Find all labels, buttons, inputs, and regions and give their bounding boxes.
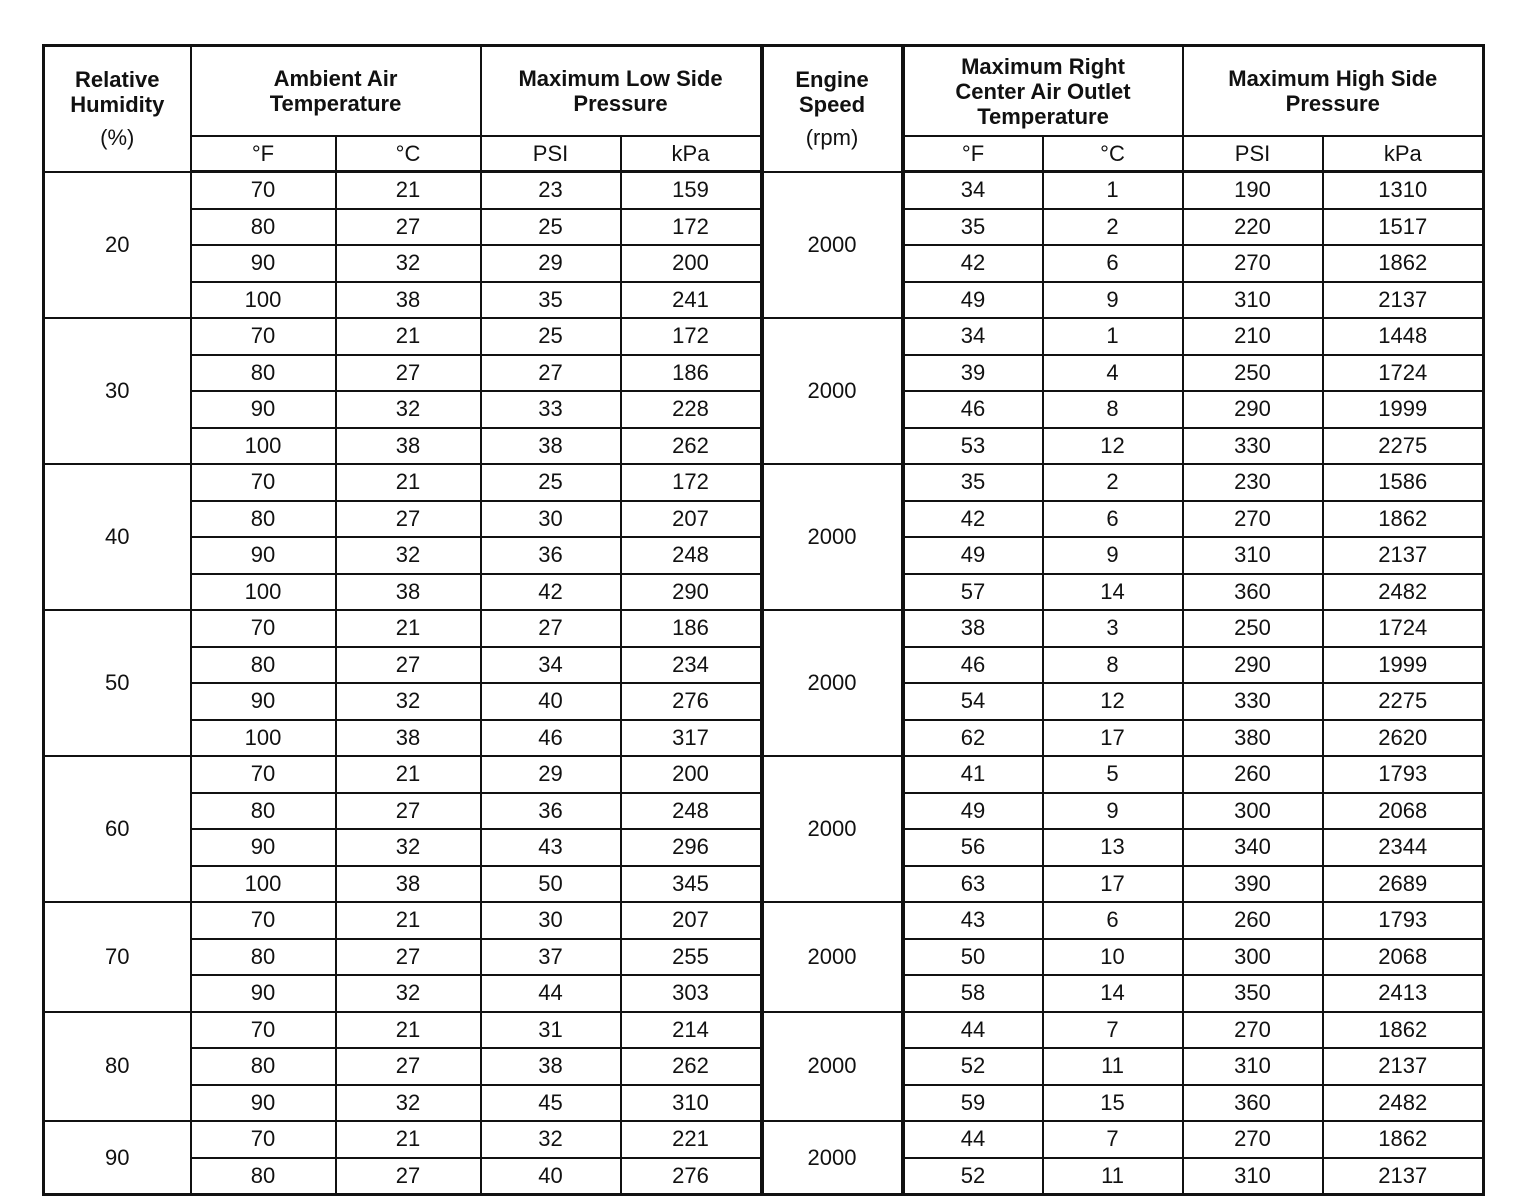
ambient-c-cell: 32 xyxy=(336,245,481,282)
ambient-f-cell: 80 xyxy=(191,209,336,246)
low-psi-cell: 37 xyxy=(481,939,621,976)
outlet-c-cell: 4 xyxy=(1043,355,1183,392)
ambient-c-cell: 32 xyxy=(336,391,481,428)
low-psi-cell: 32 xyxy=(481,1121,621,1158)
humidity-cell: 40 xyxy=(44,464,191,610)
outlet-f-cell: 35 xyxy=(903,209,1043,246)
outlet-c-cell: 3 xyxy=(1043,610,1183,647)
ambient-f-cell: 100 xyxy=(191,574,336,611)
ambient-f-cell: 70 xyxy=(191,464,336,501)
table-row xyxy=(44,756,1484,793)
high-kpa-cell: 2068 xyxy=(1323,793,1484,830)
ambient-c-cell: 38 xyxy=(336,574,481,611)
outlet-f-cell: 52 xyxy=(903,1158,1043,1195)
ambient-c-cell: 21 xyxy=(336,172,481,209)
humidity-cell: 60 xyxy=(44,756,191,902)
low-psi-cell: 30 xyxy=(481,902,621,939)
high-kpa-cell: 1862 xyxy=(1323,1121,1484,1158)
high-psi-cell: 300 xyxy=(1183,793,1323,830)
high-kpa-cell: 1448 xyxy=(1323,318,1484,355)
outlet-c-cell: 14 xyxy=(1043,975,1183,1012)
high-kpa-cell: 1862 xyxy=(1323,501,1484,538)
high-psi-cell: 310 xyxy=(1183,1158,1323,1195)
low-kpa-cell: 276 xyxy=(621,683,762,720)
engine-speed-cell: 2000 xyxy=(762,1121,903,1195)
low-kpa-cell: 159 xyxy=(621,172,762,209)
ambient-f-cell: 100 xyxy=(191,866,336,903)
outlet-c-cell: 7 xyxy=(1043,1121,1183,1158)
ambient-c-cell: 21 xyxy=(336,318,481,355)
high-kpa-cell: 2344 xyxy=(1323,829,1484,866)
outlet-f-cell: 42 xyxy=(903,245,1043,282)
high-kpa-cell: 2137 xyxy=(1323,537,1484,574)
low-psi-cell: 46 xyxy=(481,720,621,757)
ambient-c-cell: 21 xyxy=(336,1121,481,1158)
low-kpa-cell: 303 xyxy=(621,975,762,1012)
high-psi-cell: 270 xyxy=(1183,245,1323,282)
outlet-f-cell: 54 xyxy=(903,683,1043,720)
ambient-f-cell: 100 xyxy=(191,720,336,757)
engine-speed-cell: 2000 xyxy=(762,902,903,1012)
high-kpa-cell: 2068 xyxy=(1323,939,1484,976)
low-kpa-cell: 172 xyxy=(621,464,762,501)
ambient-f-cell: 90 xyxy=(191,829,336,866)
outlet-f-cell: 39 xyxy=(903,355,1043,392)
unit-c-outlet: °C xyxy=(1043,136,1183,172)
high-kpa-cell: 2275 xyxy=(1323,428,1484,465)
outlet-c-cell: 17 xyxy=(1043,720,1183,757)
table-row xyxy=(44,1121,1484,1158)
ambient-c-cell: 38 xyxy=(336,866,481,903)
high-kpa-cell: 1517 xyxy=(1323,209,1484,246)
high-kpa-cell: 2620 xyxy=(1323,720,1484,757)
high-side-header xyxy=(1183,46,1484,137)
high-kpa-cell: 1862 xyxy=(1323,1012,1484,1049)
high-kpa-cell: 1999 xyxy=(1323,647,1484,684)
table-row xyxy=(44,172,1484,209)
high-kpa-cell: 2482 xyxy=(1323,574,1484,611)
high-psi-cell: 210 xyxy=(1183,318,1323,355)
table-row xyxy=(44,318,1484,355)
outlet-f-cell: 62 xyxy=(903,720,1043,757)
engine-speed-cell: 2000 xyxy=(762,172,903,319)
ambient-c-cell: 32 xyxy=(336,829,481,866)
ambient-c-cell: 27 xyxy=(336,793,481,830)
low-kpa-cell: 228 xyxy=(621,391,762,428)
outlet-f-cell: 34 xyxy=(903,172,1043,209)
ambient-c-cell: 21 xyxy=(336,756,481,793)
outlet-f-cell: 49 xyxy=(903,793,1043,830)
low-kpa-cell: 310 xyxy=(621,1085,762,1122)
low-kpa-cell: 345 xyxy=(621,866,762,903)
ambient-f-cell: 100 xyxy=(191,428,336,465)
ambient-c-cell: 21 xyxy=(336,902,481,939)
ambient-f-cell: 100 xyxy=(191,282,336,319)
outlet-c-cell: 9 xyxy=(1043,282,1183,319)
ambient-c-cell: 38 xyxy=(336,428,481,465)
humidity-header-unit: (%) xyxy=(100,125,135,151)
engine-speed-cell: 2000 xyxy=(762,1012,903,1122)
unit-kpa-low: kPa xyxy=(621,136,762,172)
outlet-f-cell: 57 xyxy=(903,574,1043,611)
outlet-header-line1: Maximum Right xyxy=(961,53,1125,79)
ambient-f-cell: 80 xyxy=(191,939,336,976)
low-psi-cell: 29 xyxy=(481,756,621,793)
high-kpa-cell: 1793 xyxy=(1323,902,1484,939)
low-side-header xyxy=(481,46,762,137)
low-kpa-cell: 255 xyxy=(621,939,762,976)
high-kpa-cell: 2689 xyxy=(1323,866,1484,903)
outlet-c-cell: 12 xyxy=(1043,683,1183,720)
outlet-c-cell: 9 xyxy=(1043,793,1183,830)
outlet-c-cell: 6 xyxy=(1043,902,1183,939)
low-psi-cell: 50 xyxy=(481,866,621,903)
low-kpa-cell: 248 xyxy=(621,537,762,574)
ambient-c-cell: 27 xyxy=(336,209,481,246)
ambient-c-cell: 27 xyxy=(336,939,481,976)
outlet-f-cell: 41 xyxy=(903,756,1043,793)
low-psi-cell: 25 xyxy=(481,464,621,501)
humidity-cell: 80 xyxy=(44,1012,191,1122)
high-psi-cell: 190 xyxy=(1183,172,1323,209)
ambient-f-cell: 90 xyxy=(191,391,336,428)
high-psi-cell: 270 xyxy=(1183,501,1323,538)
low-side-header-line2: Pressure xyxy=(573,91,668,116)
engine-speed-cell: 2000 xyxy=(762,610,903,756)
ambient-c-cell: 27 xyxy=(336,647,481,684)
ambient-f-cell: 70 xyxy=(191,902,336,939)
high-kpa-cell: 1724 xyxy=(1323,610,1484,647)
table-body xyxy=(44,172,1484,1195)
ambient-f-cell: 90 xyxy=(191,1085,336,1122)
high-psi-cell: 360 xyxy=(1183,1085,1323,1122)
high-psi-cell: 290 xyxy=(1183,647,1323,684)
low-psi-cell: 25 xyxy=(481,318,621,355)
ambient-c-cell: 32 xyxy=(336,683,481,720)
high-psi-cell: 220 xyxy=(1183,209,1323,246)
high-kpa-cell: 2137 xyxy=(1323,282,1484,319)
ambient-c-cell: 21 xyxy=(336,610,481,647)
low-psi-cell: 36 xyxy=(481,537,621,574)
high-psi-cell: 270 xyxy=(1183,1121,1323,1158)
ambient-c-cell: 27 xyxy=(336,355,481,392)
outlet-f-cell: 49 xyxy=(903,282,1043,319)
outlet-c-cell: 11 xyxy=(1043,1048,1183,1085)
humidity-cell: 30 xyxy=(44,318,191,464)
ambient-f-cell: 80 xyxy=(191,1158,336,1195)
ambient-c-cell: 32 xyxy=(336,975,481,1012)
ambient-header-line1: Ambient Air xyxy=(273,66,398,91)
outlet-f-cell: 46 xyxy=(903,391,1043,428)
outlet-f-cell: 44 xyxy=(903,1121,1043,1158)
engine-speed-cell: 2000 xyxy=(762,318,903,464)
outlet-c-cell: 14 xyxy=(1043,574,1183,611)
ambient-header xyxy=(191,46,481,137)
outlet-c-cell: 10 xyxy=(1043,939,1183,976)
low-psi-cell: 27 xyxy=(481,610,621,647)
high-psi-cell: 350 xyxy=(1183,975,1323,1012)
low-psi-cell: 38 xyxy=(481,428,621,465)
low-kpa-cell: 214 xyxy=(621,1012,762,1049)
low-kpa-cell: 262 xyxy=(621,428,762,465)
outlet-c-cell: 1 xyxy=(1043,172,1183,209)
outlet-c-cell: 11 xyxy=(1043,1158,1183,1195)
ambient-c-cell: 27 xyxy=(336,501,481,538)
high-kpa-cell: 2137 xyxy=(1323,1048,1484,1085)
high-kpa-cell: 1793 xyxy=(1323,756,1484,793)
ambient-f-cell: 80 xyxy=(191,355,336,392)
high-kpa-cell: 2482 xyxy=(1323,1085,1484,1122)
outlet-f-cell: 38 xyxy=(903,610,1043,647)
outlet-f-cell: 50 xyxy=(903,939,1043,976)
high-psi-cell: 330 xyxy=(1183,428,1323,465)
high-psi-cell: 290 xyxy=(1183,391,1323,428)
outlet-c-cell: 8 xyxy=(1043,391,1183,428)
ambient-c-cell: 38 xyxy=(336,720,481,757)
outlet-f-cell: 42 xyxy=(903,501,1043,538)
low-kpa-cell: 200 xyxy=(621,245,762,282)
high-kpa-cell: 2413 xyxy=(1323,975,1484,1012)
table-row xyxy=(44,1012,1484,1049)
outlet-c-cell: 7 xyxy=(1043,1012,1183,1049)
low-psi-cell: 34 xyxy=(481,647,621,684)
outlet-f-cell: 53 xyxy=(903,428,1043,465)
low-psi-cell: 33 xyxy=(481,391,621,428)
low-kpa-cell: 186 xyxy=(621,610,762,647)
low-psi-cell: 44 xyxy=(481,975,621,1012)
high-psi-cell: 330 xyxy=(1183,683,1323,720)
ambient-f-cell: 90 xyxy=(191,683,336,720)
unit-f-outlet: °F xyxy=(903,136,1043,172)
low-kpa-cell: 207 xyxy=(621,501,762,538)
low-psi-cell: 36 xyxy=(481,793,621,830)
outlet-c-cell: 13 xyxy=(1043,829,1183,866)
ambient-c-cell: 21 xyxy=(336,1012,481,1049)
ambient-f-cell: 70 xyxy=(191,756,336,793)
high-psi-cell: 310 xyxy=(1183,1048,1323,1085)
low-kpa-cell: 221 xyxy=(621,1121,762,1158)
outlet-c-cell: 5 xyxy=(1043,756,1183,793)
humidity-cell: 90 xyxy=(44,1121,191,1195)
high-kpa-cell: 1724 xyxy=(1323,355,1484,392)
high-kpa-cell: 1310 xyxy=(1323,172,1484,209)
high-kpa-cell: 1862 xyxy=(1323,245,1484,282)
outlet-f-cell: 58 xyxy=(903,975,1043,1012)
outlet-header xyxy=(903,46,1183,137)
low-kpa-cell: 296 xyxy=(621,829,762,866)
ambient-c-cell: 21 xyxy=(336,464,481,501)
low-kpa-cell: 234 xyxy=(621,647,762,684)
outlet-c-cell: 2 xyxy=(1043,209,1183,246)
low-kpa-cell: 248 xyxy=(621,793,762,830)
humidity-header-line1: Relative xyxy=(75,67,160,93)
outlet-c-cell: 17 xyxy=(1043,866,1183,903)
low-psi-cell: 23 xyxy=(481,172,621,209)
unit-f-ambient: °F xyxy=(191,136,336,172)
high-psi-cell: 260 xyxy=(1183,756,1323,793)
humidity-header-line2: Humidity xyxy=(70,92,165,118)
outlet-header-line2: Center Air Outlet xyxy=(955,78,1131,104)
engine-speed-cell: 2000 xyxy=(762,756,903,902)
ambient-header-line2: Temperature xyxy=(269,91,402,116)
unit-kpa-high: kPa xyxy=(1323,136,1484,172)
outlet-header-line3: Temperature xyxy=(977,103,1109,129)
low-kpa-cell: 317 xyxy=(621,720,762,757)
high-psi-cell: 250 xyxy=(1183,610,1323,647)
outlet-f-cell: 43 xyxy=(903,902,1043,939)
low-kpa-cell: 172 xyxy=(621,209,762,246)
table-row xyxy=(44,464,1484,501)
ambient-c-cell: 27 xyxy=(336,1048,481,1085)
high-side-header-line2: Pressure xyxy=(1285,91,1380,116)
high-psi-cell: 310 xyxy=(1183,282,1323,319)
ambient-f-cell: 80 xyxy=(191,1048,336,1085)
high-psi-cell: 260 xyxy=(1183,902,1323,939)
low-kpa-cell: 186 xyxy=(621,355,762,392)
ambient-c-cell: 38 xyxy=(336,282,481,319)
ambient-f-cell: 90 xyxy=(191,975,336,1012)
ambient-c-cell: 27 xyxy=(336,1158,481,1195)
high-psi-cell: 230 xyxy=(1183,464,1323,501)
high-psi-cell: 340 xyxy=(1183,829,1323,866)
high-psi-cell: 250 xyxy=(1183,355,1323,392)
ambient-f-cell: 80 xyxy=(191,793,336,830)
high-psi-cell: 300 xyxy=(1183,939,1323,976)
ambient-f-cell: 90 xyxy=(191,245,336,282)
high-kpa-cell: 2137 xyxy=(1323,1158,1484,1195)
high-psi-cell: 270 xyxy=(1183,1012,1323,1049)
humidity-cell: 70 xyxy=(44,902,191,1012)
outlet-f-cell: 46 xyxy=(903,647,1043,684)
outlet-c-cell: 8 xyxy=(1043,647,1183,684)
low-psi-cell: 45 xyxy=(481,1085,621,1122)
high-psi-cell: 380 xyxy=(1183,720,1323,757)
high-kpa-cell: 1586 xyxy=(1323,464,1484,501)
ambient-f-cell: 80 xyxy=(191,647,336,684)
outlet-c-cell: 12 xyxy=(1043,428,1183,465)
humidity-cell: 50 xyxy=(44,610,191,756)
low-kpa-cell: 200 xyxy=(621,756,762,793)
low-psi-cell: 35 xyxy=(481,282,621,319)
humidity-cell: 20 xyxy=(44,172,191,319)
low-kpa-cell: 276 xyxy=(621,1158,762,1195)
ac-performance-table xyxy=(42,44,1485,1196)
ambient-c-cell: 32 xyxy=(336,537,481,574)
ambient-f-cell: 70 xyxy=(191,1121,336,1158)
table-row xyxy=(44,902,1484,939)
low-psi-cell: 27 xyxy=(481,355,621,392)
ambient-f-cell: 90 xyxy=(191,537,336,574)
outlet-f-cell: 49 xyxy=(903,537,1043,574)
table-row xyxy=(44,610,1484,647)
outlet-c-cell: 15 xyxy=(1043,1085,1183,1122)
outlet-f-cell: 52 xyxy=(903,1048,1043,1085)
ambient-f-cell: 70 xyxy=(191,1012,336,1049)
engine-header-unit: (rpm) xyxy=(805,125,859,151)
outlet-c-cell: 1 xyxy=(1043,318,1183,355)
low-psi-cell: 42 xyxy=(481,574,621,611)
ambient-f-cell: 70 xyxy=(191,610,336,647)
engine-header-line2: Speed xyxy=(799,92,866,118)
high-psi-cell: 390 xyxy=(1183,866,1323,903)
low-psi-cell: 25 xyxy=(481,209,621,246)
outlet-f-cell: 59 xyxy=(903,1085,1043,1122)
ambient-f-cell: 70 xyxy=(191,318,336,355)
unit-psi-low: PSI xyxy=(481,136,621,172)
outlet-f-cell: 56 xyxy=(903,829,1043,866)
low-psi-cell: 38 xyxy=(481,1048,621,1085)
high-side-header-line1: Maximum High Side xyxy=(1228,66,1438,91)
outlet-c-cell: 2 xyxy=(1043,464,1183,501)
outlet-f-cell: 63 xyxy=(903,866,1043,903)
low-kpa-cell: 262 xyxy=(621,1048,762,1085)
low-kpa-cell: 207 xyxy=(621,902,762,939)
outlet-c-cell: 9 xyxy=(1043,537,1183,574)
ambient-f-cell: 70 xyxy=(191,172,336,209)
low-psi-cell: 40 xyxy=(481,1158,621,1195)
high-psi-cell: 360 xyxy=(1183,574,1323,611)
high-kpa-cell: 1999 xyxy=(1323,391,1484,428)
engine-header-line1: Engine xyxy=(795,67,869,93)
outlet-f-cell: 34 xyxy=(903,318,1043,355)
high-psi-cell: 310 xyxy=(1183,537,1323,574)
low-kpa-cell: 241 xyxy=(621,282,762,319)
high-kpa-cell: 2275 xyxy=(1323,683,1484,720)
outlet-f-cell: 44 xyxy=(903,1012,1043,1049)
unit-c-ambient: °C xyxy=(336,136,481,172)
low-psi-cell: 29 xyxy=(481,245,621,282)
engine-header xyxy=(762,46,903,172)
low-psi-cell: 31 xyxy=(481,1012,621,1049)
low-kpa-cell: 290 xyxy=(621,574,762,611)
low-psi-cell: 40 xyxy=(481,683,621,720)
outlet-c-cell: 6 xyxy=(1043,501,1183,538)
engine-speed-cell: 2000 xyxy=(762,464,903,610)
ambient-c-cell: 32 xyxy=(336,1085,481,1122)
humidity-header xyxy=(44,46,191,172)
ambient-f-cell: 80 xyxy=(191,501,336,538)
outlet-c-cell: 6 xyxy=(1043,245,1183,282)
low-psi-cell: 43 xyxy=(481,829,621,866)
low-psi-cell: 30 xyxy=(481,501,621,538)
low-side-header-line1: Maximum Low Side xyxy=(518,66,723,91)
outlet-f-cell: 35 xyxy=(903,464,1043,501)
low-kpa-cell: 172 xyxy=(621,318,762,355)
unit-psi-high: PSI xyxy=(1183,136,1323,172)
